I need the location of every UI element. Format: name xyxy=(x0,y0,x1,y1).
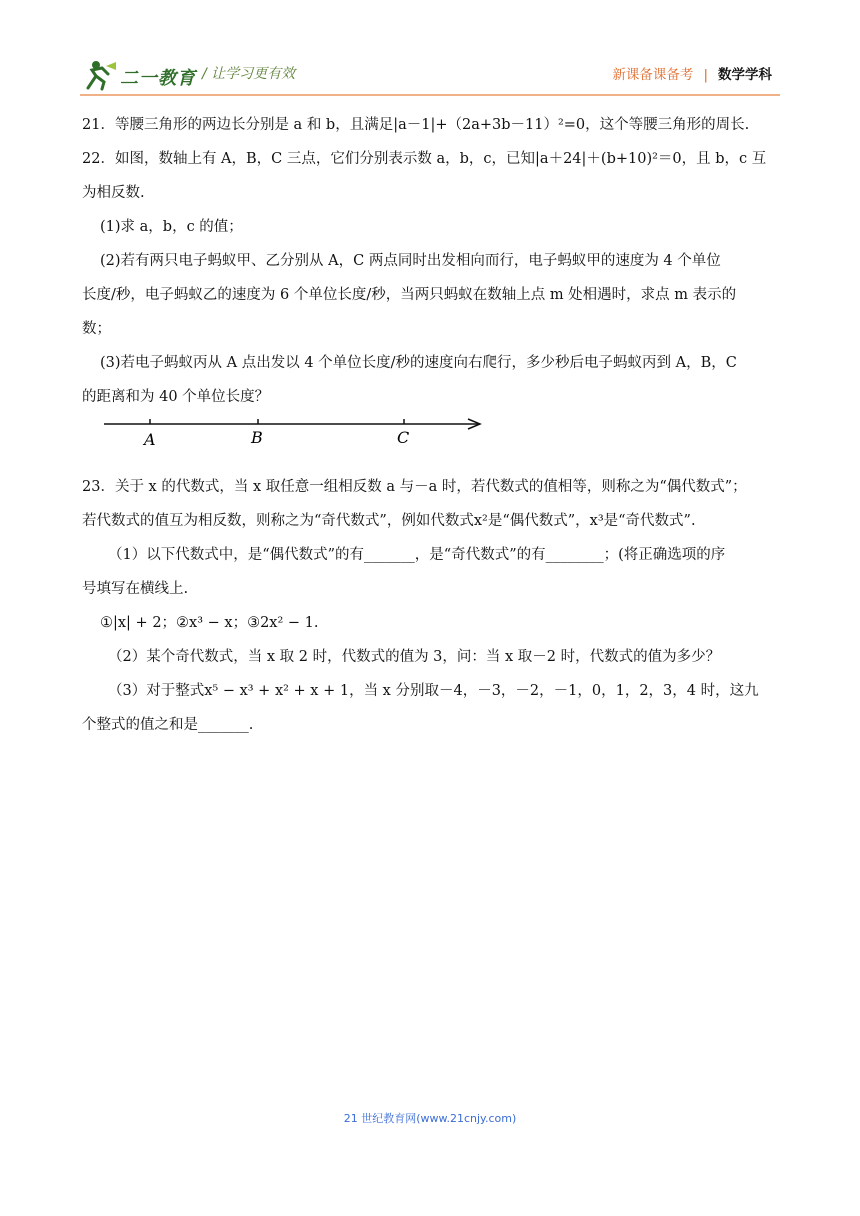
header-divider xyxy=(80,94,780,96)
q23-part1-line2: 号填写在横线上. xyxy=(82,581,189,597)
number-line-figure xyxy=(100,408,490,458)
header-subject xyxy=(612,63,772,83)
label-a: A xyxy=(144,430,156,449)
q22-stem-line1: 22．如图，数轴上有 A，B，C 三点，它们分别表示数 a，b，c，已知|a＋24|＋(b+10)²＝0，且 b，c 互 xyxy=(82,151,767,167)
q23-part1-line1: （1）以下代数式中，是“偶代数式”的有_______，是“奇代数式”的有________；(将正确选项的序 xyxy=(108,547,726,563)
q23-part3-line2: 个整式的值之和是_______. xyxy=(82,717,254,733)
slogan: / 让学习更有效 xyxy=(202,66,296,82)
q22-stem-line2: 为相反数. xyxy=(82,185,145,201)
label-b: B xyxy=(251,428,263,447)
header-tagline: 新课备课备考 xyxy=(612,67,694,83)
page-header xyxy=(0,0,860,100)
q23-options: ①|x| + 2；②x³ − x；③2x² − 1. xyxy=(100,615,319,631)
q23-stem-line1: 23．关于 x 的代数式，当 x 取任意一组相反数 a 与－a 时，若代数式的值相等，则称之为“偶代数式”； xyxy=(82,479,747,495)
q22-part2-line2: 长度/秒，电子蚂蚁乙的速度为 6 个单位长度/秒，当两只蚂蚁在数轴上点 m 处相遇时，求点 m 表示的 xyxy=(82,287,737,303)
q21-text: 21．等腰三角形的两边长分别是 a 和 b，且满足|a－1|+（2a+3b－11）²=0，这个等腰三角形的周长. xyxy=(82,117,750,133)
q23-part2: （2）某个奇代数式，当 x 取 2 时，代数式的值为 3，问：当 x 取－2 时，代数式的值为多少？ xyxy=(108,649,721,665)
q22-part3-line1: (3)若电子蚂蚁丙从 A 点出发以 4 个单位长度/秒的速度向右爬行，多少秒后电子蚂蚁丙到 A，B，C xyxy=(100,355,737,371)
q23-stem-line2: 若代数式的值互为相反数，则称之为“奇代数式”，例如代数式x²是“偶代数式”，x³是“奇代数式”. xyxy=(82,513,696,529)
q22-part2-line3: 数； xyxy=(82,321,111,337)
label-c: C xyxy=(397,428,410,447)
page-footer: 21 世纪教育网(www.21cnjy.com) xyxy=(343,1112,517,1125)
header-subject-label: 数学学科 xyxy=(718,67,772,83)
q23-part3-line1: （3）对于整式x⁵ − x³ + x² + x + 1，当 x 分别取－4，－3，－2，－1，0，1，2，3，4 时，这九 xyxy=(108,683,759,699)
q22-part1: (1)求 a，b，c 的值； xyxy=(100,219,243,235)
q22-part3-line2: 的距离和为 40 个单位长度？ xyxy=(82,389,270,405)
q22-part2-line1: (2)若有两只电子蚂蚁甲、乙分别从 A，C 两点同时出发相向而行，电子蚂蚁甲的速度为 4 个单位 xyxy=(100,253,721,269)
logo-text: 二一教育 xyxy=(120,68,196,89)
header-separator: | xyxy=(703,67,708,83)
